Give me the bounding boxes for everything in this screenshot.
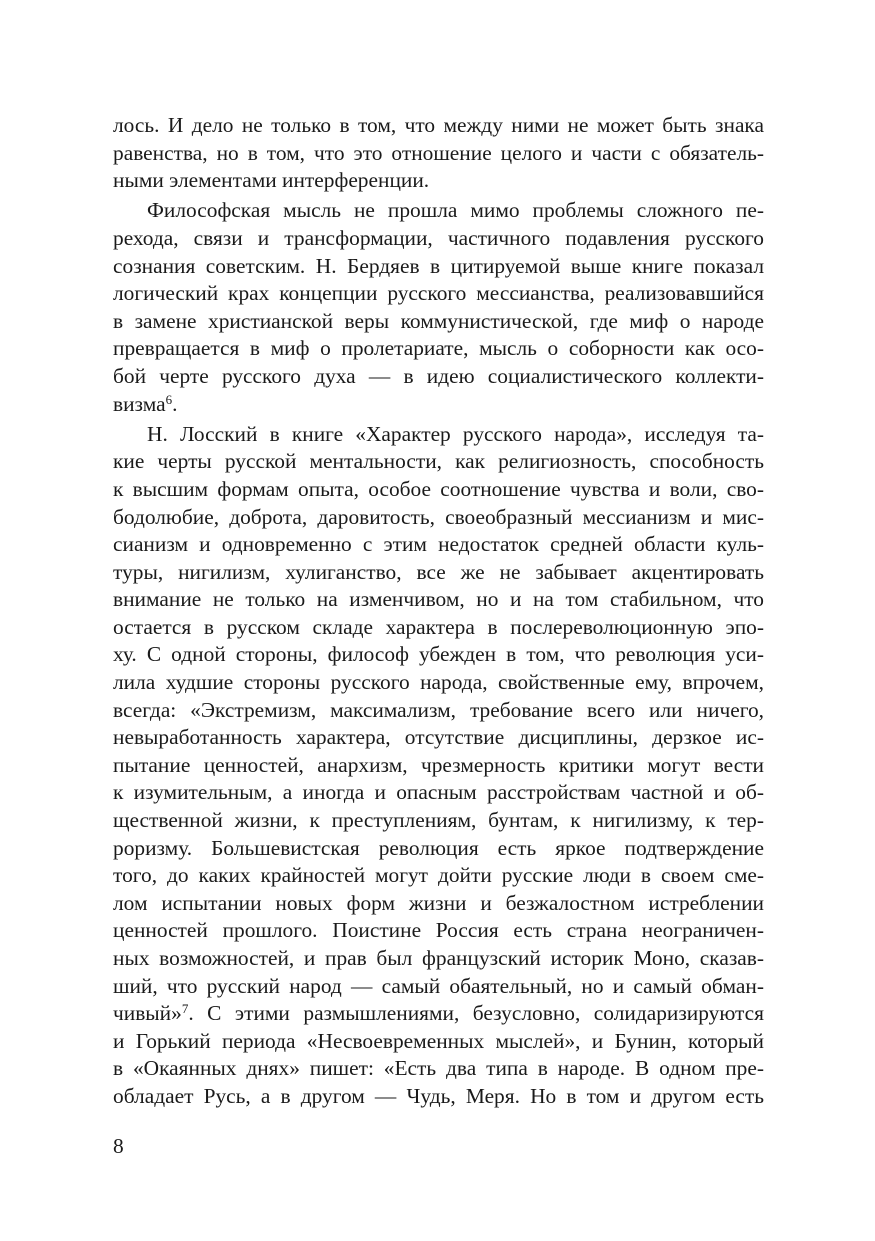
text-fragment: . <box>172 391 178 416</box>
body-text <box>113 112 764 1111</box>
text-line: ценностей прошлого. Поистине Россия есть страна неограничен- <box>113 918 764 943</box>
text-fragment: . С этими размышлениями, безусловно, солидаризируются <box>188 1001 764 1026</box>
text-line: остается в русском складе характера в послереволюционную эпо- <box>113 614 764 639</box>
text-line: пытание ценностей, анархизм, чрезмерность критики могут вести <box>113 752 764 777</box>
text-line: Философская мысль не прошла мимо проблемы сложного пе- <box>147 198 764 223</box>
text-line: к высшим формам опыта, особое соотношение чувства и воли, сво- <box>113 476 764 501</box>
text-line: ху. С одной стороны, философ убежден в том, что революция уси- <box>113 642 764 667</box>
footnote-marker: 7 <box>181 1001 189 1017</box>
text-line: сианизм и одновременно с этим недостаток средней области куль- <box>113 532 764 557</box>
text-line: бой черте русского духа — в идею социалистического коллекти- <box>113 363 764 388</box>
text-line: лом испытании новых форм жизни и безжалостном истреблении <box>113 890 764 915</box>
text-line: роризму. Большевистская революция есть яркое подтверждение <box>113 835 764 860</box>
text-line: сознания советским. Н. Бердяев в цитируемой выше книге показал <box>113 253 764 278</box>
text-line: превращается в миф о пролетариате, мысль о соборности как осо- <box>113 336 764 361</box>
text-line: ший, что русский народ — самый обаятельный, но и самый обман- <box>113 973 764 998</box>
text-line: ных возможностей, и прав был французский историк Моно, сказав- <box>113 946 764 970</box>
text-line: того, до каких крайностей могут дойти русские люди в своем смe- <box>113 863 764 888</box>
text-fragment: визма <box>113 391 166 416</box>
text-line: всегда: «Экстремизм, максимализм, требование всего или ничего, <box>113 697 764 722</box>
text-line: внимание не только на изменчивом, но и на том стабильном, что <box>113 587 764 612</box>
text-line: туры, нигилизм, хулиганство, все же не забывает акцентировать <box>113 559 764 584</box>
text-line: в «Окаянных днях» пишет: «Есть два типа в народе. В одном пре- <box>113 1056 764 1081</box>
text-line <box>113 391 764 419</box>
text-line: щественной жизни, к преступлениям, бунтам, к нигилизму, к тер- <box>113 808 764 833</box>
text-line: ными элементами интерференции. <box>113 168 430 193</box>
text-line: кие черты русской ментальности, как религиозность, способность <box>113 449 764 474</box>
text-line: логический крах концепции русского мессианства, реализовавшийся <box>113 281 764 306</box>
text-line: лось. И дело не только в том, что между ними не может быть знака <box>113 113 764 137</box>
text-line: бодолюбие, доброта, даровитость, своеобразный мессианизм и мис- <box>113 504 764 529</box>
text-line: равенства, но в том, что это отношение целого и части с обязатель- <box>113 140 764 165</box>
text-fragment: чивый» <box>113 1001 182 1026</box>
text-line: невыработанность характера, отсутствие дисциплины, дерзкое ис- <box>113 725 764 750</box>
text-line: лила худшие стороны русского народа, свойственные ему, впрочем, <box>113 670 764 695</box>
footnote-marker: 6 <box>165 391 173 407</box>
text-line <box>113 1000 764 1028</box>
text-line: Н. Лосский в книге «Характер русского народа», исследуя та- <box>147 421 764 446</box>
text-line: к изумительным, а иногда и опасным расстройствам частной и об- <box>113 780 764 805</box>
page-number: 8 <box>113 1134 124 1158</box>
text-line: в замене христианской веры коммунистической, где миф о народе <box>113 308 764 333</box>
text-line: обладает Русь, а в другом — Чудь, Меря. Но в том и другом есть <box>113 1083 764 1108</box>
text-line: рехода, связи и трансформации, частичного подавления русского <box>113 225 764 250</box>
text-line: и Горький периода «Несвоевременных мыслей», и Бунин, который <box>113 1028 764 1053</box>
